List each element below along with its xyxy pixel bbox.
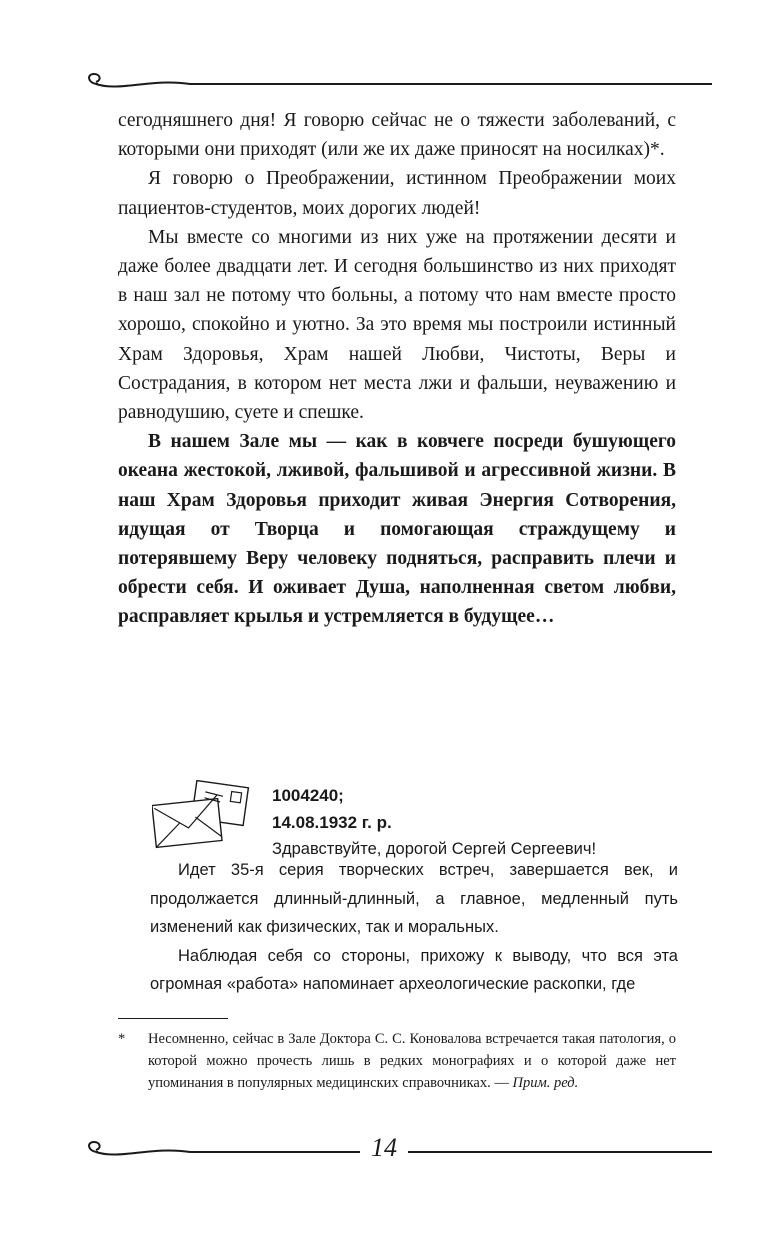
- main-text: [118, 106, 676, 632]
- letter-header: [272, 782, 596, 863]
- footnote-body: Несомненно, сейчас в Зале Доктора С. С. Коновалова встречается такая патология, о которой можно прочесть лишь в редких монографиях и о которой даже нет упоминания в популярных медицинских справочниках. —: [148, 1031, 676, 1091]
- top-ornament-divider: [80, 70, 712, 94]
- letter-paragraph: Наблюдая себя со стороны, прихожу к выводу, что вся эта огромная «работа» напоминает археологические раскопки, где: [150, 946, 678, 993]
- page-number: 14: [360, 1132, 408, 1164]
- footnote-editor-note: Прим. ред.: [512, 1075, 579, 1091]
- paragraph: сегодняшнего дня! Я говорю сейчас не о тяжести заболеваний, с которыми они приходят (или же их даже приносят на носилках)*.: [118, 110, 676, 161]
- footnote: [118, 1028, 676, 1094]
- footnote-rule: [118, 1018, 228, 1019]
- envelope-icon: [152, 780, 252, 852]
- bold-paragraph: В нашем Зале мы — как в ковчеге посреди бушующего океана жестокой, лживой, фальшивой и агрессивной жизни. В наш Храм Здоровья приходит живая Энергия Сотворения, идущая от Творца и помогающая страждущему и потерявшему Веру человеку подняться, расправить плечи и обрести себя. И оживает Душа, наполненная светом любви, расправляет крылья и устремляется в будущее…: [118, 431, 676, 628]
- letter-paragraph: Идет 35-я серия творческих встреч, завершается век, и продолжается длинный-длинный, а главное, медленный путь изменений как физических, так и моральных.: [150, 861, 678, 936]
- paragraph: Мы вместе со многими из них уже на протяжении десяти и даже более двадцати лет. И сегодня большинство из них приходят в наш зал не потому что больны, а потому что нам вместе просто хорошо, спокойно и уютно. За это время мы построили истинный Храм Здоровья, Храм нашей Любви, Чистоты, Веры и Сострадания, в котором нет места лжи и фальши, неуважению и равнодушию, суете и спешке.: [118, 226, 676, 424]
- letter-date: 14.08.1932 г. р.: [272, 813, 392, 832]
- letter-body: [150, 856, 678, 999]
- paragraph: Я говорю о Преображении, истинном Преображении моих пациентов-студентов, моих дорогих людей!: [118, 168, 676, 219]
- letter-id: 1004240;: [272, 786, 344, 805]
- letter-greeting: Здравствуйте, дорогой Сергей Сергеевич!: [272, 840, 597, 858]
- footnote-mark: *: [118, 1031, 126, 1047]
- footnote-text: [148, 1028, 676, 1094]
